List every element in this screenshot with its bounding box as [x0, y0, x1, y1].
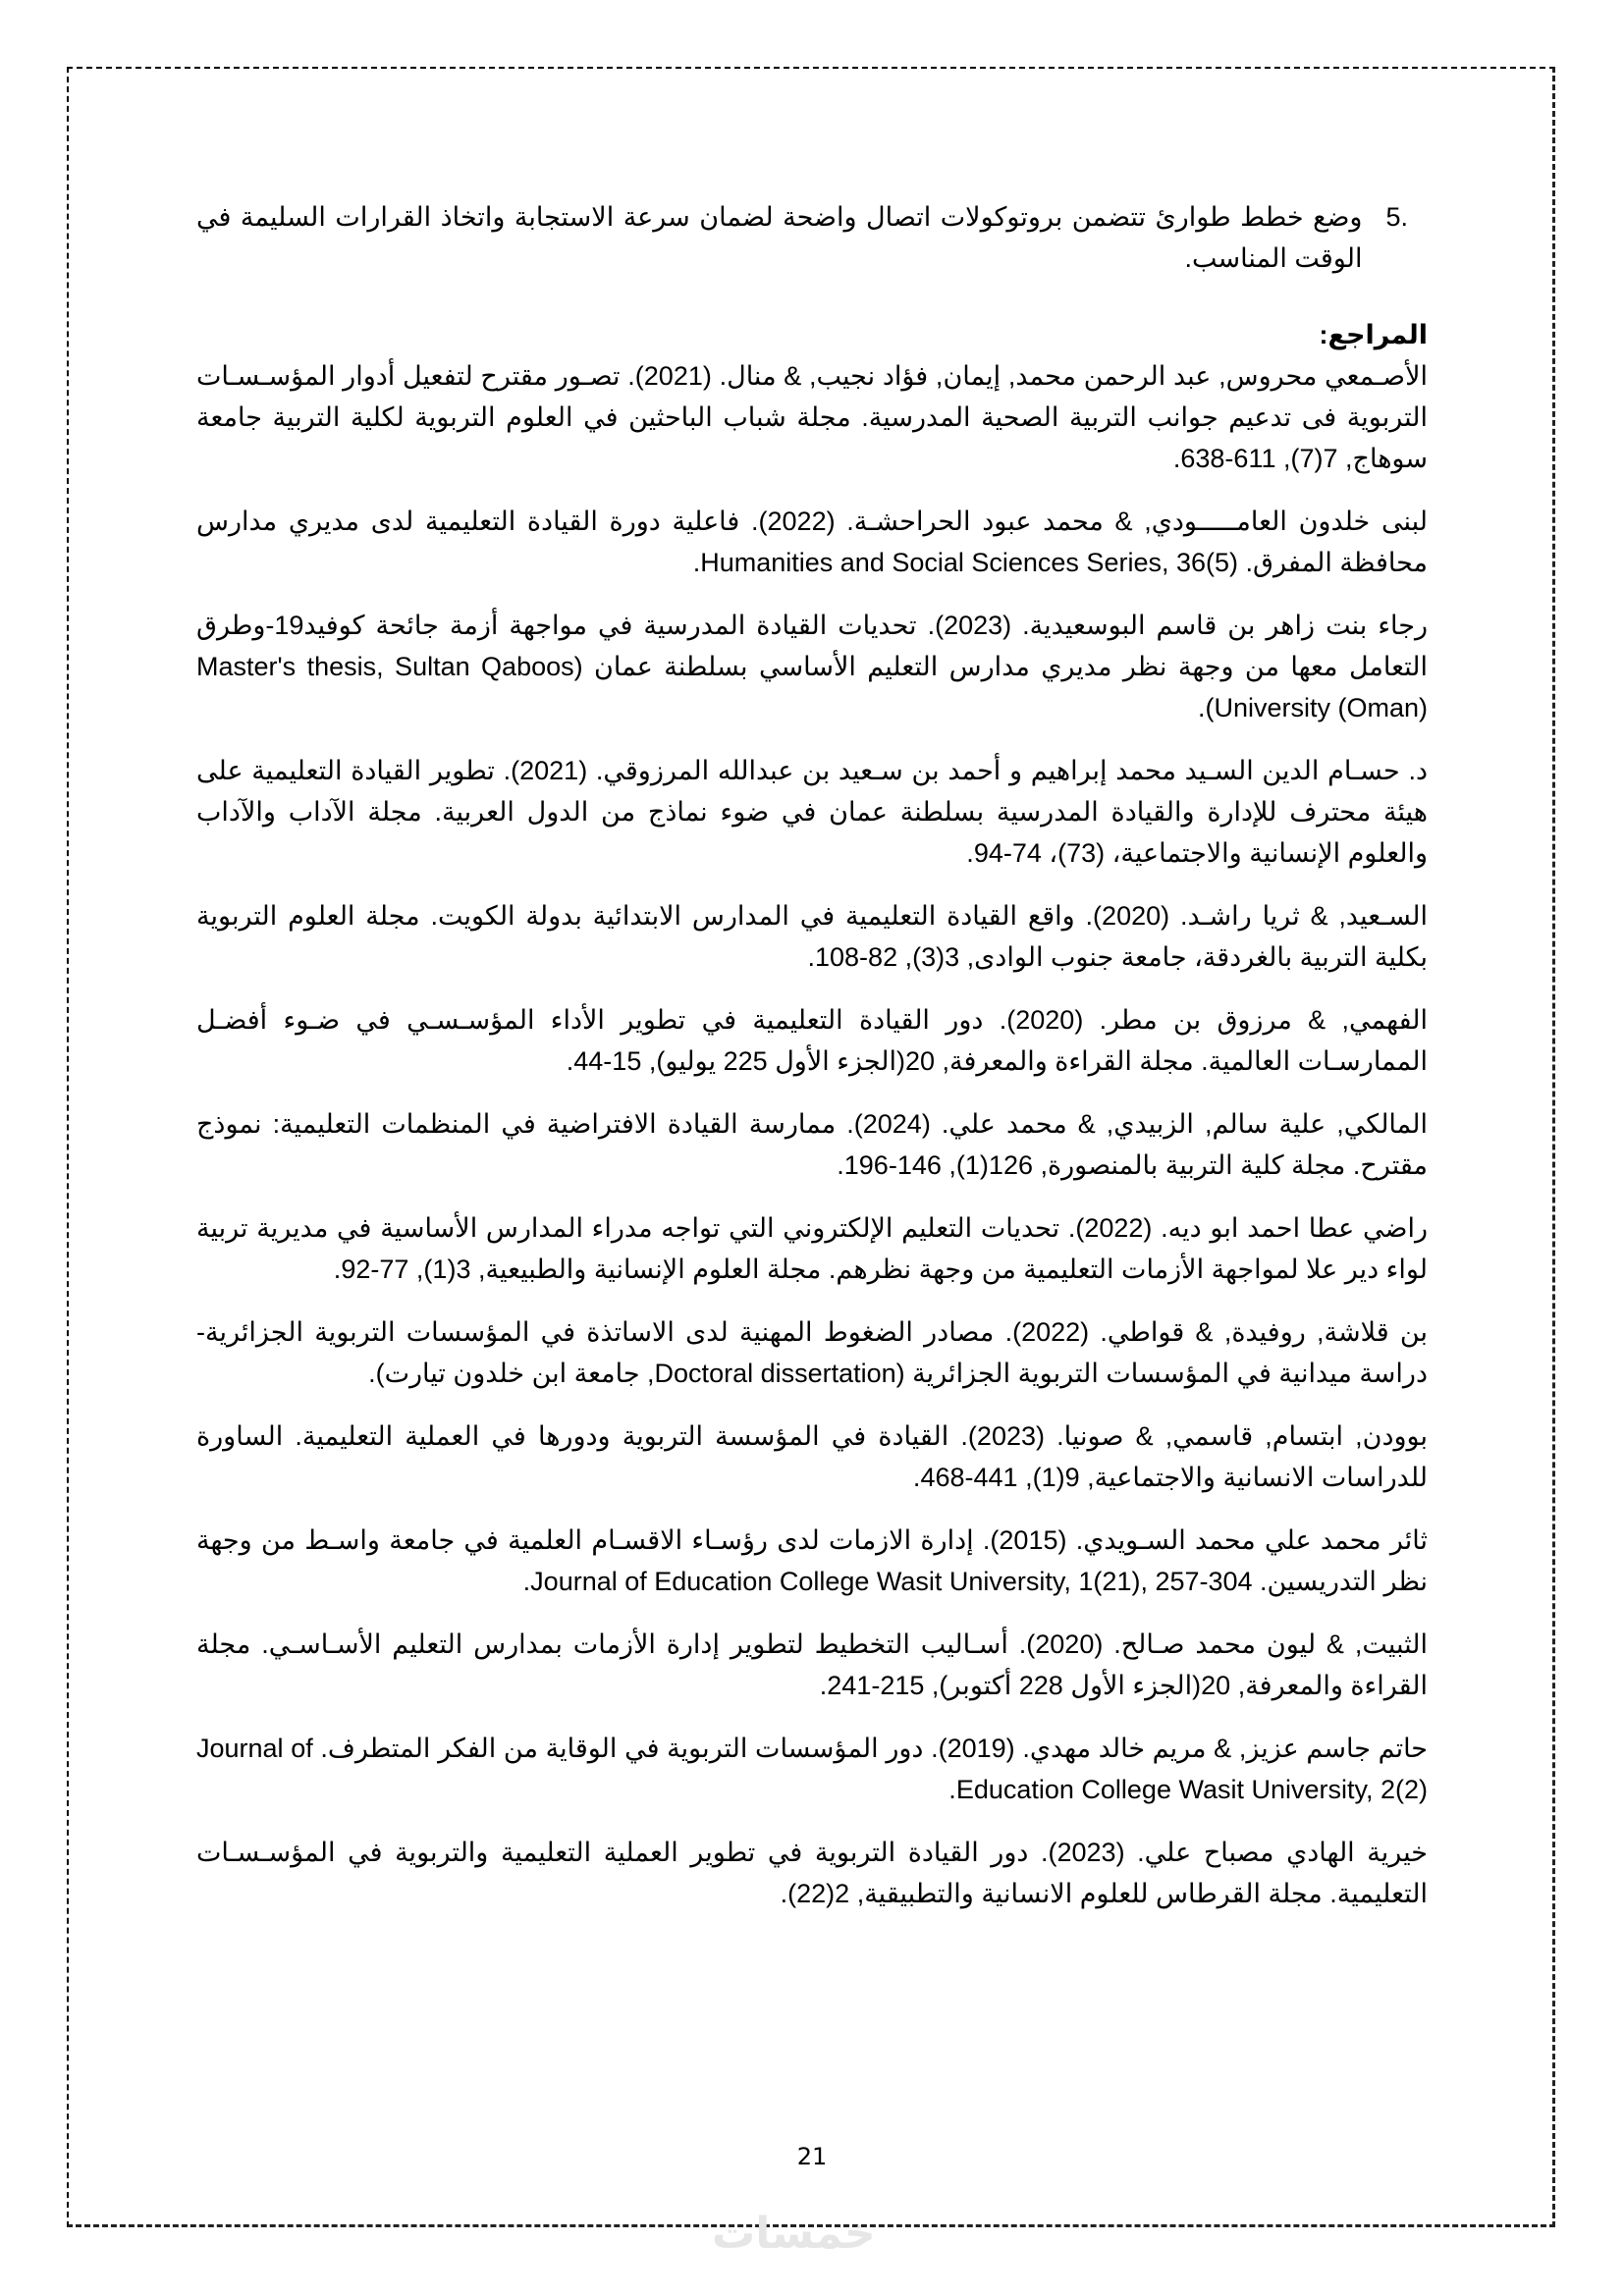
page-number: 21: [796, 2143, 828, 2170]
reference-entry: الفهمي, & مرزوق بن مطر. (2020). دور القيادة التعليمية في تطوير الأداء المؤسـسـي في ضـوء أفضـل الممارسـات العالمية. مجلة القراءة والمعرفة, 20(الجزء الأول 225 يوليو), 15-44.: [196, 1005, 1428, 1076]
watermark-logo: خمسات: [712, 2209, 876, 2259]
list-item-text: وضع خطط طوارئ تتضمن بروتوكولات اتصال واضحة لضمان سرعة الاستجابة واتخاذ القرارات السليمة في الوقت المناسب.: [196, 202, 1363, 273]
reference-entry: بوودن, ابتسام, قاسمي, & صونيا. (2023). القيادة في المؤسسة التربوية ودورها في العملية التعليمية. الساورة للدراسات الانسانية والاجتماعية, 9(1), 441-468.: [196, 1421, 1428, 1492]
reference-entry: الثبيت, & ليون محمد صـالح. (2020). أسـاليب التخطيط لتطوير إدارة الأزمات بمدارس التعليم الأسـاسـي. مجلة القراءة والمعرفة, 20(الجزء الأول 228 أكتوبر), 215-241.: [196, 1629, 1429, 1700]
reference-entry: بن قلاشة, روفيدة, & قواطي. (2022). مصادر الضغوط المهنية لدى الاساتذة في المؤسسات التربوية الجزائرية-دراسة ميدانية في المؤسسات التربوية الجزائرية (Doctoral dissertation, جامعة ابن خلدون تيارت).: [196, 1317, 1428, 1388]
numbered-list-item: [196, 196, 1428, 279]
reference-entry: خيرية الهادي مصباح علي. (2023). دور القيادة التربوية في تطوير العملية التعليمية والتربوية في المؤسـسـات التعليمية. مجلة القرطاس للعلوم الانسانية والتطبيقية, 2(22).: [196, 1838, 1428, 1908]
references-heading: المراجع:: [1319, 320, 1428, 349]
reference-entry: رجاء بنت زاهر بن قاسم البوسعيدية. (2023). تحديات القيادة المدرسية في مواجهة أزمة جائحة كوفيد19-وطرق التعامل معها من وجهة نظر مديري مدارس التعليم الأساسي بسلطنة عمان (Master's thesis, Sultan Qaboos University (Oman)).: [196, 611, 1428, 722]
reference-entry: لبنى خلدون العامـــــودي, & محمد عبود الحراحشـة. (2022). فاعلية دورة القيادة التعليمية لدى مديري مدارس محافظة المفرق. Humanities and Social Sciences Series, 36(5).: [196, 507, 1428, 577]
reference-entry: ثائر محمد علي محمد السـويدي. (2015). إدارة الازمات لدى رؤسـاء الاقسـام العلمية في جامعة واسـط من وجهة نظر التدريسين. Journal of Education College Wasit University, 1(21), 257-304.: [196, 1525, 1428, 1596]
reference-entry: السـعيد, & ثريا راشـد. (2020). واقع القيادة التعليمية في المدارس الابتدائية بدولة الكويت. مجلة العلوم التربوية بكلية التربية بالغردقة، جامعة جنوب الوادى, 3(3), 82-108.: [196, 901, 1428, 972]
reference-entry: راضي عطا احمد ابو ديه. (2022). تحديات التعليم الإلكتروني التي تواجه مدراء المدارس الأساسية في مديرية تربية لواء دير علا لمواجهة الأزمات التعليمية من وجهة نظرهم. مجلة العلوم الإنسانية والطبيعية, 3(1), 77-92.: [196, 1213, 1428, 1284]
list-item-number: 5.: [1385, 202, 1408, 232]
page-content: [196, 196, 1428, 1936]
reference-entry: د. حسـام الدين السـيد محمد إبراهيم و أحمد بن سـعيد بن عبدالله المرزوقي. (2021). تطوير القيادة التعليمية على هيئة محترف للإدارة والقيادة المدرسية بسلطنة عمان في ضوء نماذج من الدول العربية. مجلة الآداب والآداب والعلوم الإنسانية والاجتماعية، (73)، 74-94.: [196, 756, 1428, 868]
reference-entry: الأصـمعي محروس, عبد الرحمن محمد, إيمان, فؤاد نجيب, & منال. (2021). تصـور مقترح لتفعيل أدوار المؤسـسـات التربوية فى تدعيم جوانب التربية الصحية المدرسية. مجلة شباب الباحثين في العلوم التربوية لكلية التربية جامعة سوهاج, 7(7), 611-638.: [196, 361, 1429, 473]
reference-entry: حاتم جاسم عزيز, & مريم خالد مهدي. (2019). دور المؤسسات التربوية في الوقاية من الفكر المتطرف. Journal of Education College Wasit University, 2(2).: [196, 1734, 1429, 1804]
reference-entry: المالكي, علية سالم, الزبيدي, & محمد علي. (2024). ممارسة القيادة الافتراضية في المنظمات التعليمية: نموذج مقترح. مجلة كلية التربية بالمنصورة, 126(1), 146-196.: [196, 1109, 1428, 1180]
